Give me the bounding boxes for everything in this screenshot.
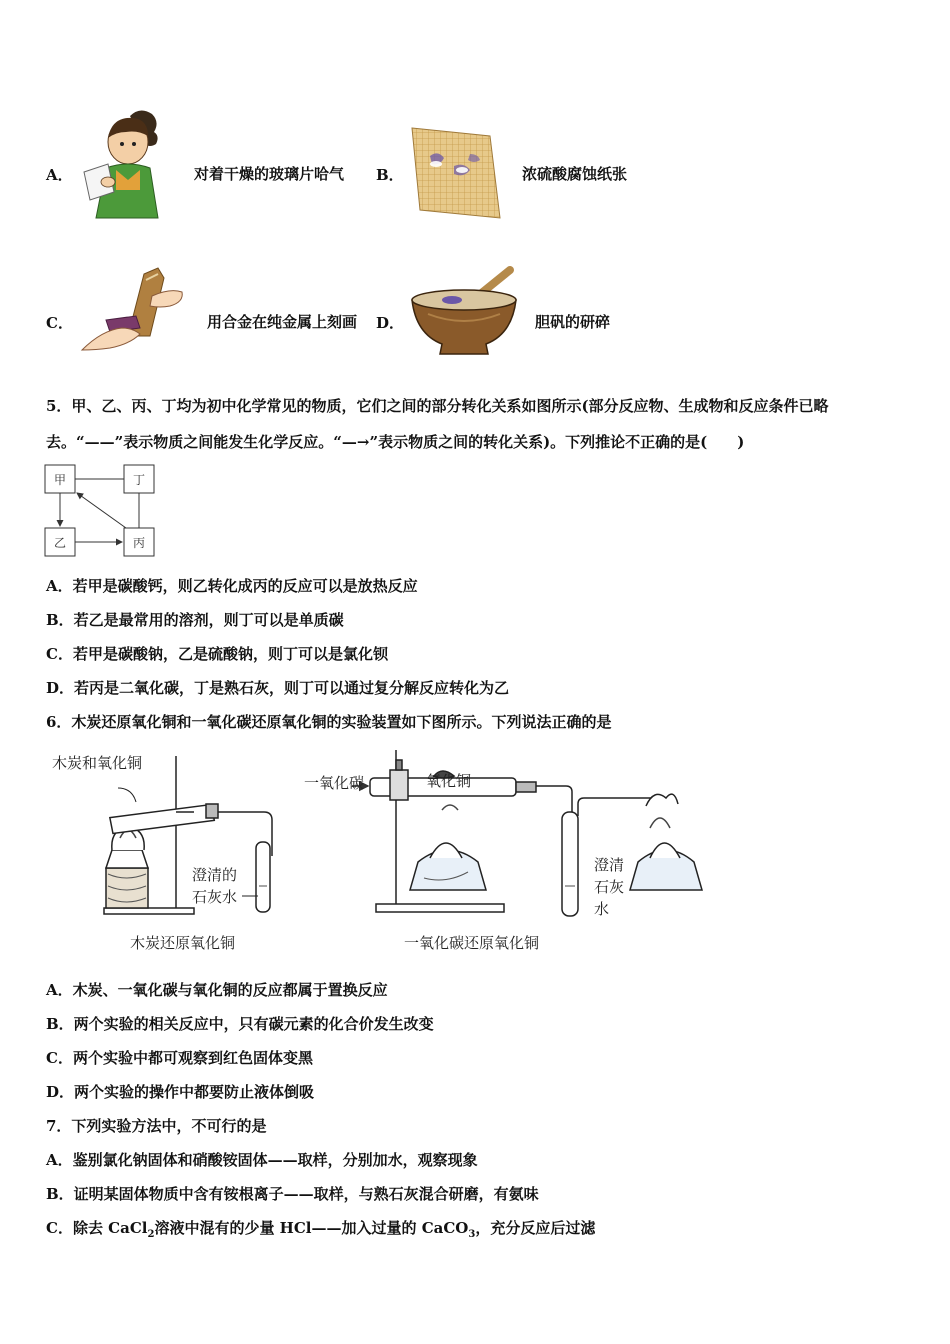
co-label: 一氧化碳	[304, 774, 365, 792]
node-ding: 丁	[132, 473, 146, 487]
right-limewater-1: 澄清	[594, 856, 625, 874]
charcoal-reduction-apparatus	[104, 756, 272, 914]
girl-breathing-on-glass-icon	[78, 108, 168, 220]
q7-option-b: B．证明某固体物质中含有铵根离子——取样，与熟石灰混合研磨，有氨味	[46, 1185, 539, 1203]
option-text: 用合金在纯金属上刻画	[207, 313, 358, 331]
option-letter: D．	[376, 314, 405, 332]
q5-stem-line1: 5．甲、乙、丙、丁均为初中化学常见的物质，它们之间的部分转化关系如图所示(部分反应物、生成物和反应条件已略	[46, 397, 829, 415]
q5-option-a: A．若甲是碳酸钙，则乙转化成丙的反应可以是放热反应	[46, 577, 418, 595]
right-limewater-2: 石灰	[594, 878, 625, 896]
q7-option-c-sub1: 2	[147, 1229, 155, 1240]
mortar-and-pestle-icon	[408, 264, 520, 358]
option-letter: C．	[46, 314, 73, 332]
alloy-scratching-metal-icon	[80, 266, 184, 356]
right-caption: 一氧化碳还原氧化铜	[404, 934, 540, 952]
q6-option-b: B．两个实验的相关反应中，只有碳元素的化合价发生改变	[46, 1015, 434, 1033]
left-limewater-1: 澄清的	[192, 866, 238, 884]
corroded-paper-icon	[410, 126, 502, 220]
q6-option-c: C．两个实验中都可观察到红色固体变黑	[46, 1049, 313, 1067]
node-bing: 丙	[132, 536, 146, 550]
q5-option-d: D．若丙是二氧化碳，丁是熟石灰，则丁可以通过复分解反应转化为乙	[46, 679, 510, 697]
q7-option-c-part3: ，充分反应后过滤	[475, 1219, 596, 1237]
option-letter: B．	[376, 166, 404, 184]
option-text: 浓硫酸腐蚀纸张	[522, 165, 628, 183]
q7-option-c-part2: 溶液中混有的少量 HCl——加入过量的 CaCO	[154, 1219, 469, 1237]
option-text: 胆矾的研碎	[535, 313, 611, 331]
q7-stem: 7．下列实验方法中，不可行的是	[46, 1117, 267, 1135]
option-text: 对着干燥的玻璃片哈气	[194, 165, 345, 183]
left-caption: 木炭还原氧化铜	[130, 934, 236, 952]
left-top-label: 木炭和氧化铜	[52, 754, 143, 772]
q6-option-a: A．木炭、一氧化碳与氧化铜的反应都属于置换反应	[46, 981, 388, 999]
left-limewater-2: 石灰水	[192, 888, 238, 906]
q6-apparatus-figure	[46, 746, 726, 956]
q5-relation-diagram	[44, 464, 156, 558]
option-letter: A．	[46, 166, 73, 184]
q6-stem: 6．木炭还原氧化铜和一氧化碳还原氧化铜的实验装置如下图所示。下列说法正确的是	[46, 713, 612, 731]
q6-option-d: D．两个实验的操作中都要防止液体倒吸	[46, 1083, 315, 1101]
co-reduction-apparatus	[352, 750, 702, 916]
q7-option-a: A．鉴别氯化钠固体和硝酸铵固体——取样，分别加水，观察现象	[46, 1151, 478, 1169]
node-yi: 乙	[53, 536, 67, 550]
q7-option-c-sub2: 3	[468, 1229, 476, 1240]
q5-stem-line2: 去。“——”表示物质之间能发生化学反应。“—→”表示物质之间的转化关系)。下列推论不正确的是( )	[46, 433, 745, 451]
node-jia: 甲	[53, 473, 67, 487]
q5-option-c: C．若甲是碳酸钠，乙是硫酸钠，则丁可以是氯化钡	[46, 645, 388, 663]
q7-option-c-part1: C．除去 CaCl	[46, 1219, 148, 1237]
cuo-label: 氧化铜	[426, 772, 472, 790]
q7-option-c	[46, 1218, 595, 1245]
right-limewater-3: 水	[594, 900, 610, 918]
q5-option-b: B．若乙是最常用的溶剂，则丁可以是单质碳	[46, 611, 344, 629]
